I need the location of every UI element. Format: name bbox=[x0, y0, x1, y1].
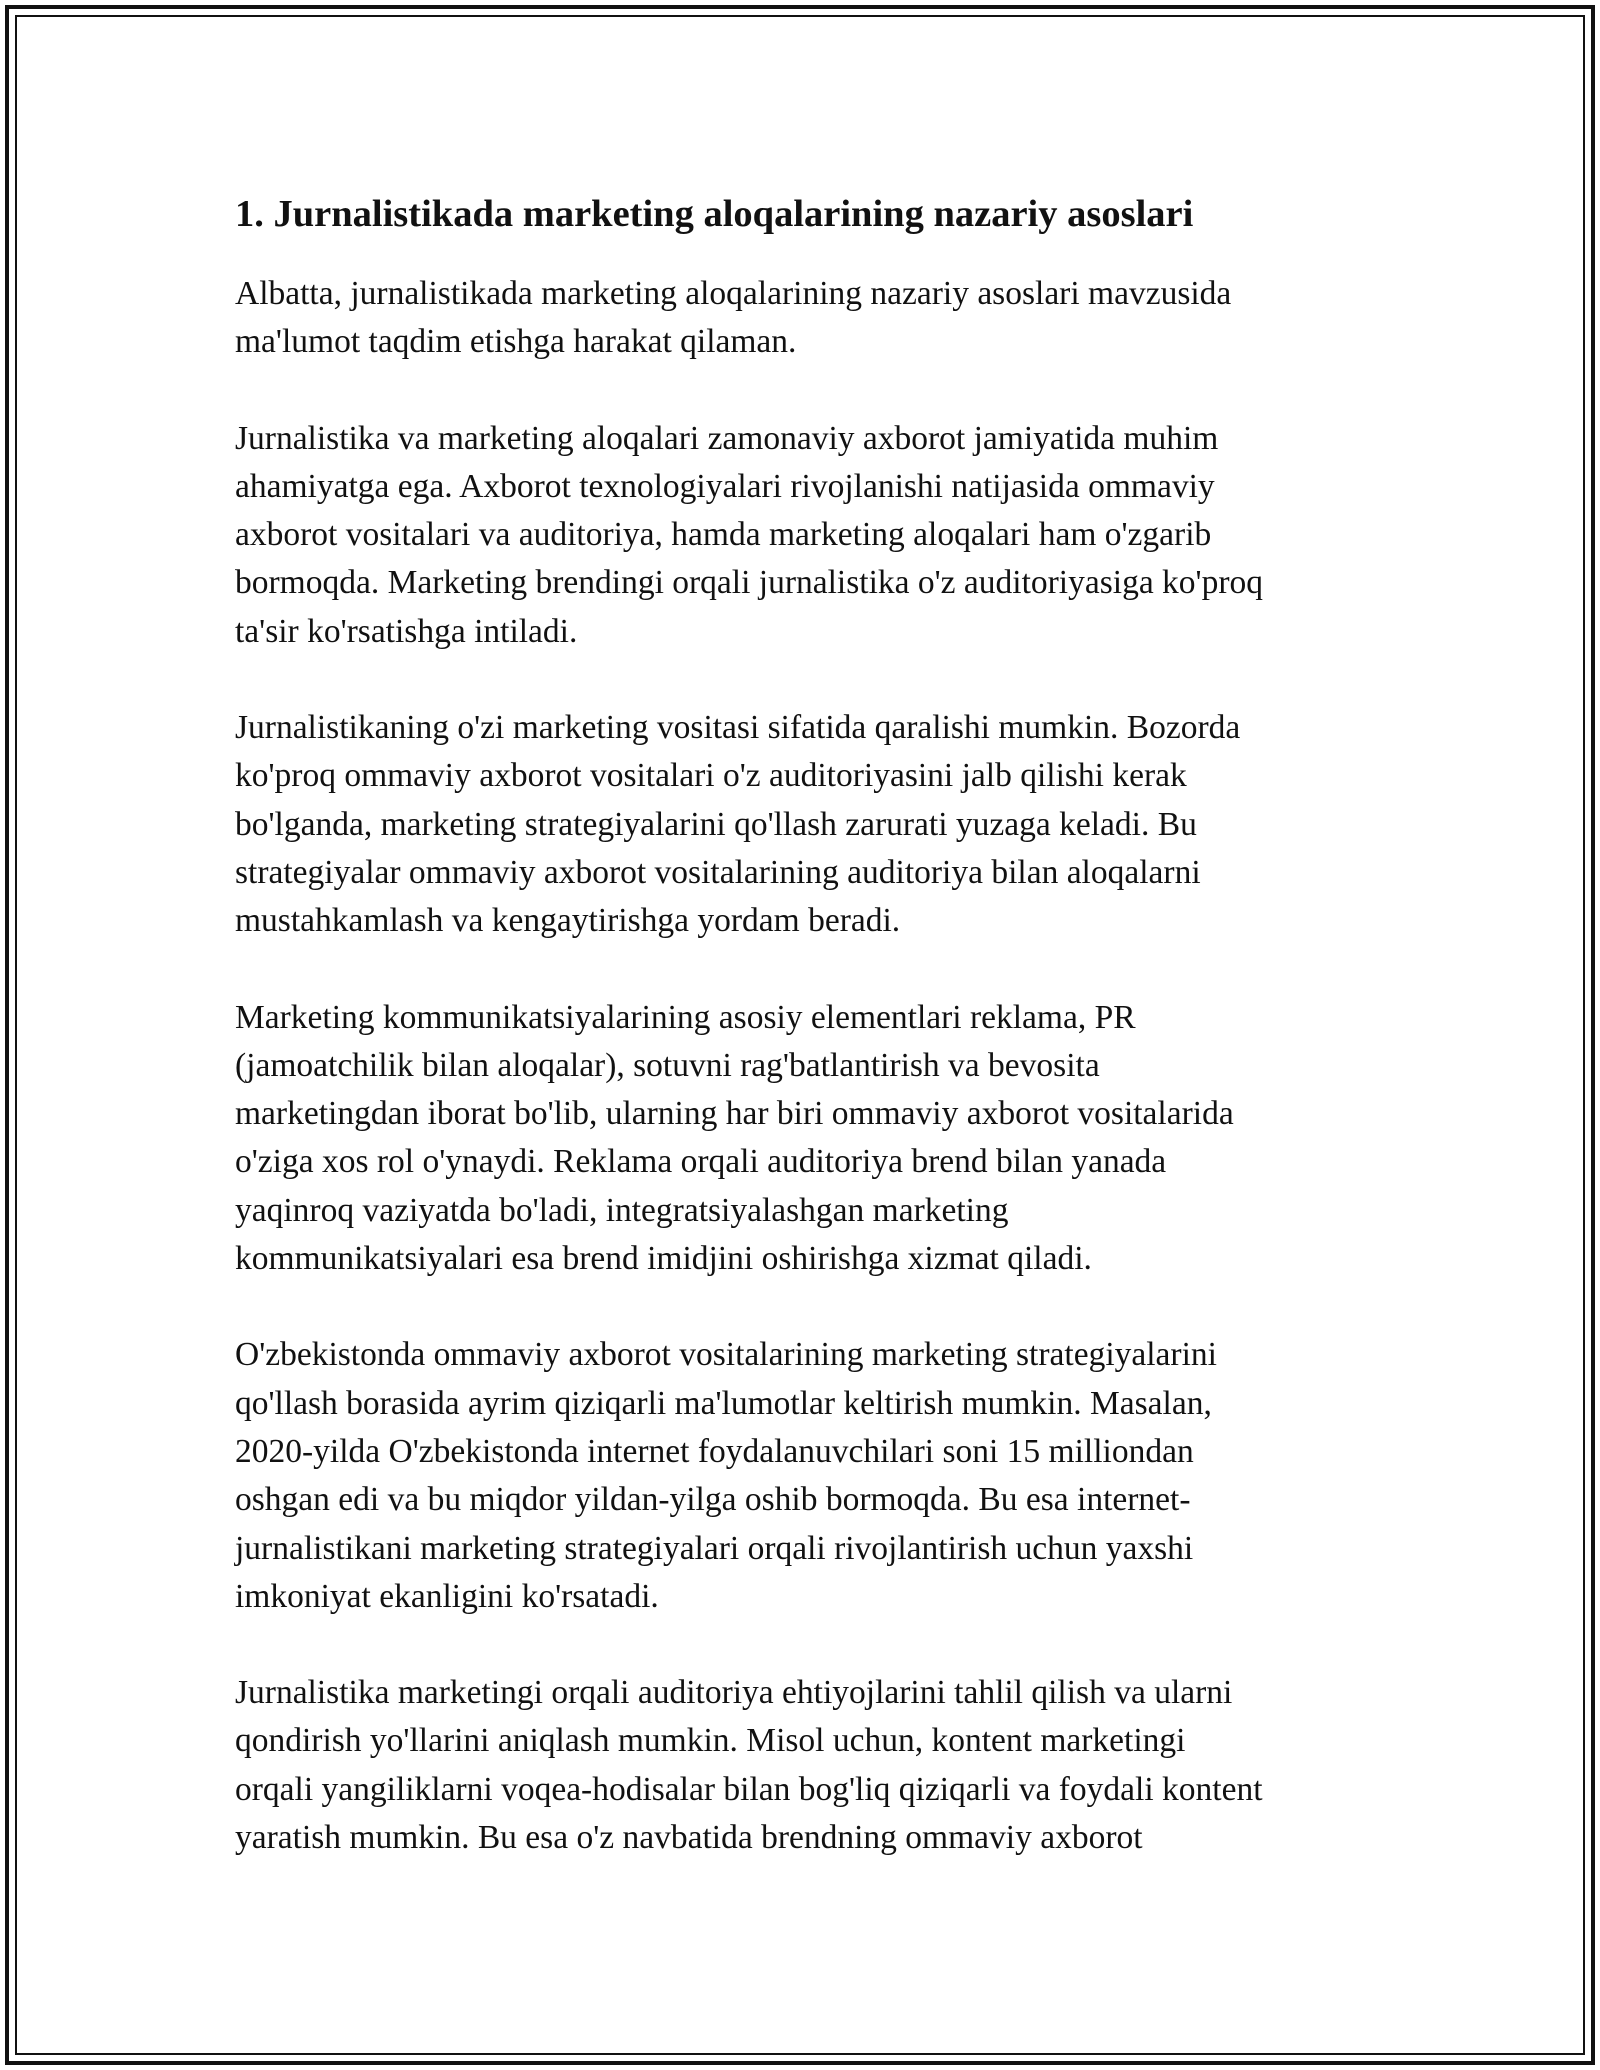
paragraph-1 bbox=[235, 270, 1370, 367]
text-line: Jurnalistika va marketing aloqalari zamonaviy axborot jamiyatida muhim bbox=[235, 419, 1219, 457]
text-line: qondirish yo'llarini aniqlash mumkin. Misol uchun, kontent marketingi bbox=[235, 1722, 1186, 1760]
text-line: Jurnalistika marketingi orqali auditoriya ehtiyojlarini tahlil qilish va ularni bbox=[235, 1674, 1233, 1712]
text-line: ahamiyatga ega. Axborot texnologiyalari rivojlanishi natijasida ommaviy bbox=[235, 467, 1215, 505]
text-line: strategiyalar ommaviy axborot vositalarining auditoriya bilan aloqalarni bbox=[235, 853, 1201, 891]
text-line: mustahkamlash va kengaytirishga yordam beradi. bbox=[235, 902, 901, 940]
text-line: (jamoatchilik bilan aloqalar), sotuvni rag'batlantirish va bevosita bbox=[235, 1046, 1100, 1084]
text-line: ta'sir ko'rsatishga intiladi. bbox=[235, 612, 578, 650]
paragraph-4 bbox=[235, 994, 1370, 1284]
text-line: kommunikatsiyalari esa brend imidjini oshirishga xizmat qiladi. bbox=[235, 1240, 1092, 1278]
text-line: Marketing kommunikatsiyalarining asosiy elementlari reklama, PR bbox=[235, 998, 1136, 1036]
paragraph-3 bbox=[235, 704, 1370, 945]
paragraph-2 bbox=[235, 415, 1370, 656]
text-line: qo'llash borasida ayrim qiziqarli ma'lumotlar keltirish mumkin. Masalan, bbox=[235, 1384, 1212, 1422]
text-line: O'zbekistonda ommaviy axborot vositalarining marketing strategiyalarini bbox=[235, 1336, 1217, 1374]
text-line: oshgan edi va bu miqdor yildan-yilga oshib bormoqda. Bu esa internet- bbox=[235, 1481, 1191, 1519]
text-line: 2020-yilda O'zbekistonda internet foydalanuvchilari soni 15 milliondan bbox=[235, 1432, 1194, 1470]
text-line: o'ziga xos rol o'ynaydi. Reklama orqali auditoriya brend bilan yanada bbox=[235, 1143, 1167, 1181]
text-line: bo'lganda, marketing strategiyalarini qo'llash zarurati yuzaga keladi. Bu bbox=[235, 805, 1197, 843]
text-line: yaratish mumkin. Bu esa o'z navbatida brendning ommaviy axborot bbox=[235, 1819, 1143, 1857]
text-line: orqali yangiliklarni voqea-hodisalar bilan bog'liq qiziqarli va foydali kontent bbox=[235, 1770, 1263, 1808]
document-body bbox=[235, 188, 1370, 1910]
text-line: yaqinroq vaziyatda bo'ladi, integratsiyalashgan marketing bbox=[235, 1191, 1009, 1229]
text-line: ma'lumot taqdim etishga harakat qilaman. bbox=[235, 323, 797, 361]
text-line: axborot vositalari va auditoriya, hamda marketing aloqalari ham o'zgarib bbox=[235, 516, 1212, 554]
text-line: ko'proq ommaviy axborot vositalari o'z auditoriyasini jalb qilishi kerak bbox=[235, 757, 1187, 795]
text-line: jurnalistikani marketing strategiyalari orqali rivojlantirish uchun yaxshi bbox=[235, 1529, 1194, 1567]
text-line: bormoqda. Marketing brendingi orqali jurnalistika o'z auditoriyasiga ko'proq bbox=[235, 564, 1263, 602]
text-line: Albatta, jurnalistikada marketing aloqalarining nazariy asoslari mavzusida bbox=[235, 275, 1232, 312]
text-line: Jurnalistikaning o'zi marketing vositasi sifatida qaralishi mumkin. Bozorda bbox=[235, 709, 1241, 747]
paragraph-6 bbox=[235, 1669, 1370, 1862]
paragraph-5 bbox=[235, 1331, 1370, 1621]
text-line: marketingdan iborat bo'lib, ularning har biri ommaviy axborot vositalarida bbox=[235, 1095, 1234, 1133]
section-heading: 1. Jurnalistikada marketing aloqalarining nazariy asoslari bbox=[235, 193, 1194, 235]
text-line: imkoniyat ekanligini ko'rsatadi. bbox=[235, 1577, 659, 1615]
